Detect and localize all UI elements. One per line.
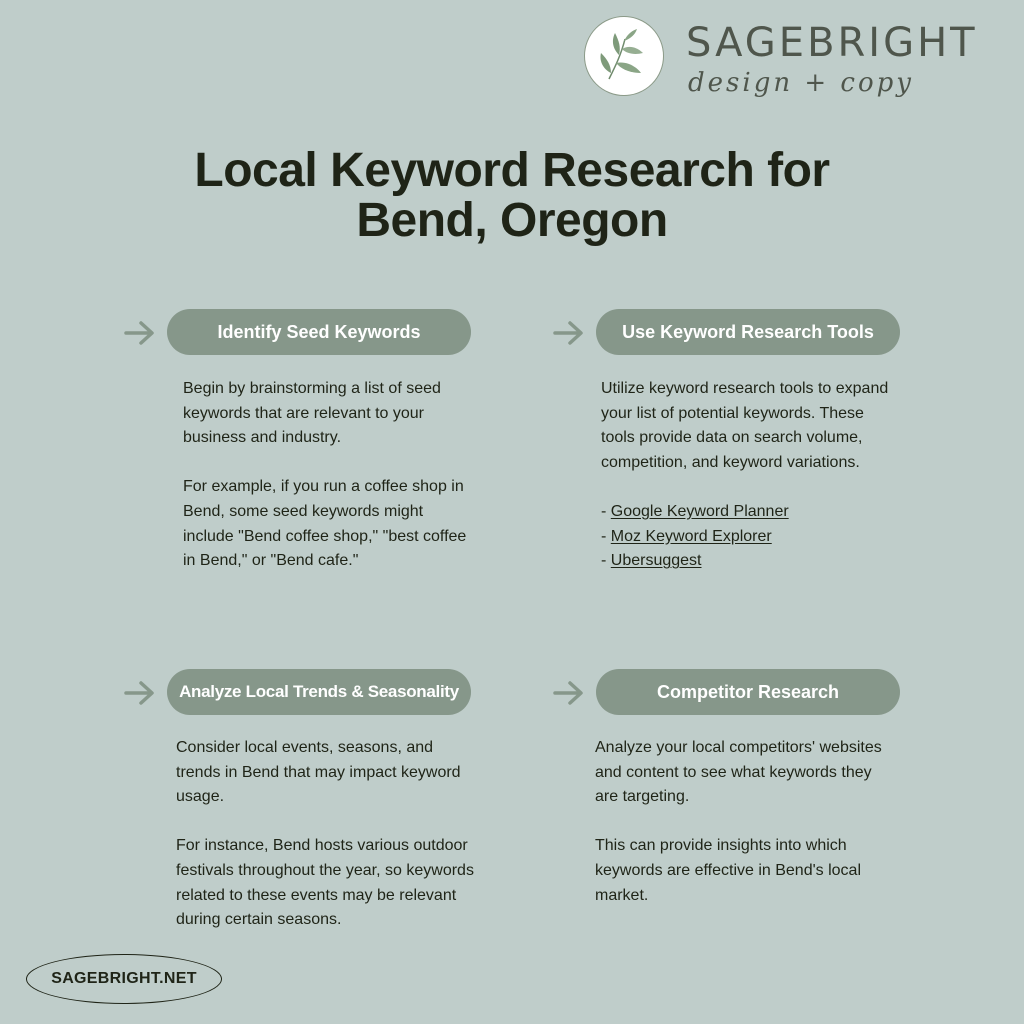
section-body [601, 377, 901, 574]
section-paragraph: Analyze your local competitors' websites and content to see what keywords they are targeting. [595, 739, 882, 806]
section-body [183, 377, 473, 574]
tool-list-item: - Ubersuggest [601, 552, 702, 570]
section-heading-pill: Competitor Research [596, 669, 900, 715]
tool-list-item: - Google Keyword Planner [601, 502, 789, 520]
section-paragraph: This can provide insights into which keywords are effective in Bend's local market. [595, 837, 862, 904]
section-body [595, 736, 895, 908]
arrow-right-icon [553, 680, 585, 706]
section-paragraph: For instance, Bend hosts various outdoor festivals throughout the year, so keywords related to these events may be relevant during certain seasons. [176, 837, 474, 929]
arrow-right-icon [553, 320, 585, 346]
section-heading-pill: Use Keyword Research Tools [596, 309, 900, 355]
tool-link-google-keyword-planner[interactable]: Google Keyword Planner [610, 502, 789, 520]
logo-badge [584, 16, 664, 96]
section-heading-pill: Analyze Local Trends & Seasonality [167, 669, 471, 715]
page-title-line-1: Local Keyword Research for [194, 144, 830, 197]
section-paragraph: Begin by brainstorming a list of seed keywords that are relevant to your business and industry. [183, 380, 441, 447]
tool-list [601, 500, 901, 574]
section-paragraph: For example, if you run a coffee shop in Bend, some seed keywords might include "Bend coffee shop," "best coffee in Bend," or "Bend cafe." [183, 478, 467, 570]
section-heading-pill: Identify Seed Keywords [167, 309, 471, 355]
brand-name: SAGEBRIGHT [686, 20, 978, 66]
page-title [0, 146, 1024, 246]
leaf-sprig-icon [585, 17, 665, 97]
tool-link-ubersuggest[interactable]: Ubersuggest [610, 552, 702, 570]
tool-link-moz-keyword-explorer[interactable]: Moz Keyword Explorer [610, 527, 772, 545]
tool-list-item: - Moz Keyword Explorer [601, 527, 772, 545]
arrow-right-icon [124, 320, 156, 346]
brand-logo [584, 14, 1024, 104]
website-link[interactable]: SAGEBRIGHT.NET [26, 954, 222, 1004]
arrow-right-icon [124, 680, 156, 706]
page-title-line-2: Bend, Oregon [356, 194, 668, 247]
section-paragraph: Consider local events, seasons, and trends in Bend that may impact keyword usage. [176, 739, 461, 806]
section-paragraph: Utilize keyword research tools to expand your list of potential keywords. These tools provide data on search volume, competition, and keyword variations. [601, 380, 889, 471]
section-body [176, 736, 476, 933]
brand-tagline: design + copy [688, 68, 914, 98]
